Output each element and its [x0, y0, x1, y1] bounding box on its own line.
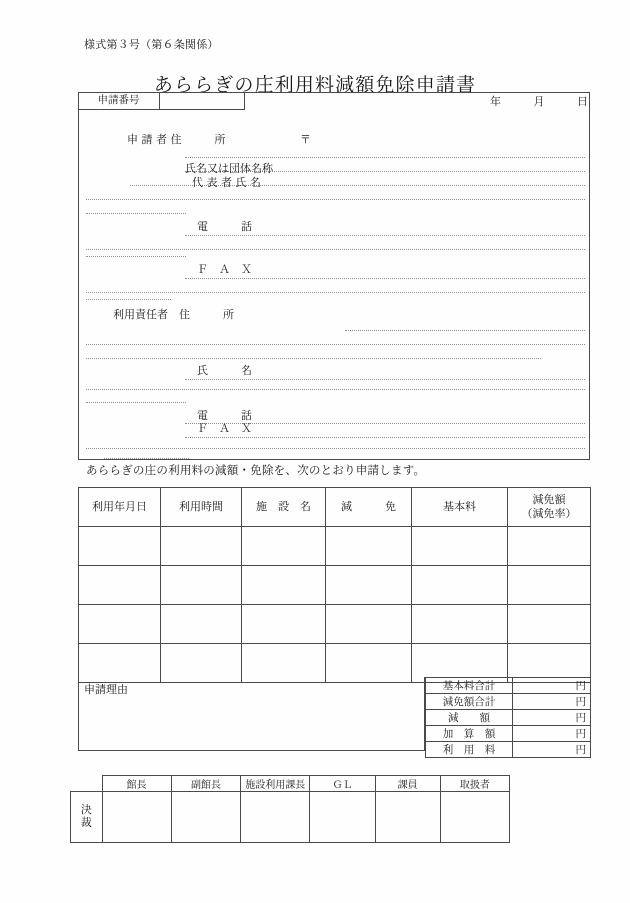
- responsible-fax-rule[interactable]: [185, 437, 585, 438]
- date-month-label: 月: [533, 95, 545, 108]
- cell-use-date[interactable]: [79, 605, 161, 644]
- totals-unit-base-fee-sum: 円: [575, 680, 586, 692]
- cell-reduction-amount[interactable]: [508, 566, 591, 605]
- totals-row-additional-amount: [426, 726, 591, 742]
- approval-corner-blank: [71, 776, 103, 792]
- applicant-address-label: 申 請 者 住 所: [127, 133, 226, 146]
- approval-stamp-char-2: 裁: [80, 816, 92, 829]
- responsible-name-rule[interactable]: [185, 379, 585, 380]
- totals-label-usage-fee: 利 用 料: [426, 742, 513, 758]
- totals-label-base-fee-sum: 基本料合計: [426, 678, 513, 694]
- col-header-reduction-amount-label: 減免額: [532, 493, 566, 507]
- totals-label-additional-amount: 加 算 額: [426, 726, 513, 742]
- approval-col-deputy-director: 副館長: [171, 776, 240, 792]
- cell-use-time[interactable]: [161, 566, 242, 605]
- applicant-fax-rule-2[interactable]: [86, 292, 585, 293]
- table-row: [79, 527, 591, 566]
- applicant-tel-rule-2[interactable]: [86, 249, 585, 250]
- approval-sign-gl[interactable]: [310, 792, 375, 843]
- col-header-facility-label: 施 設 名: [256, 500, 311, 514]
- col-header-reduction-label: 減 免: [341, 500, 396, 514]
- responsible-lead-rule: [86, 299, 171, 300]
- approval-sign-facility-section-chief[interactable]: [241, 792, 310, 843]
- cell-use-date[interactable]: [79, 566, 161, 605]
- responsible-rule-bottom[interactable]: [86, 448, 585, 449]
- approval-col-handler: 取扱者: [440, 776, 509, 792]
- applicant-tel-lead-rule: [86, 213, 186, 214]
- cell-use-time[interactable]: [161, 605, 242, 644]
- totals-value-reduction-sum[interactable]: [513, 694, 591, 710]
- applicant-address-rule-1[interactable]: [185, 157, 585, 158]
- cell-reduction[interactable]: [326, 605, 412, 644]
- totals-table: [425, 677, 591, 758]
- approval-col-staff: 課員: [375, 776, 440, 792]
- cell-facility[interactable]: [242, 527, 326, 566]
- applicant-address-rule-4[interactable]: [86, 199, 585, 200]
- cell-base-fee[interactable]: [412, 566, 508, 605]
- approval-sign-staff[interactable]: [375, 792, 440, 843]
- totals-row-reduced-amount: [426, 710, 591, 726]
- responsible-address-label: 利用責任者 住 所: [113, 308, 234, 321]
- responsible-address-rule-2[interactable]: [86, 344, 585, 345]
- approval-stamp-char-1: 決: [80, 803, 92, 817]
- totals-value-additional-amount[interactable]: [513, 726, 591, 742]
- col-header-base-fee-label: 基本料: [443, 500, 476, 514]
- applicant-fax-lead-rule: [86, 256, 186, 257]
- cell-use-date[interactable]: [79, 527, 161, 566]
- totals-row-base-fee-sum: [426, 678, 591, 694]
- date-year-label: 年: [490, 95, 501, 108]
- col-header-use-time: [161, 488, 242, 527]
- responsible-address-rule-1[interactable]: [345, 330, 585, 331]
- col-header-base-fee: [412, 488, 508, 527]
- totals-label-reduced-amount: 減 額: [426, 710, 513, 726]
- approval-col-director: 館長: [102, 776, 171, 792]
- cell-facility[interactable]: [242, 605, 326, 644]
- responsible-tel-label: 電 話: [197, 409, 252, 422]
- approval-col-gl: ＧＬ: [310, 776, 375, 792]
- col-header-use-date-label: 利用年月日: [92, 500, 147, 514]
- totals-unit-additional-amount: 円: [575, 728, 586, 740]
- approval-stamp-label: [71, 792, 103, 843]
- col-header-reduction-amount: [508, 488, 591, 527]
- cell-facility[interactable]: [242, 566, 326, 605]
- table-row: [79, 605, 591, 644]
- responsible-rule-sep[interactable]: [86, 389, 585, 390]
- totals-row-reduction-sum: [426, 694, 591, 710]
- approval-table: [70, 775, 510, 843]
- statement-text: あららぎの庄の利用料の減額・免除を、次のとおり申請します。: [86, 463, 426, 477]
- totals-unit-reduced-amount: 円: [575, 712, 586, 724]
- applicant-fax-rule[interactable]: [185, 278, 585, 279]
- col-header-use-time-label: 利用時間: [179, 500, 223, 514]
- usage-table-header-row: [79, 488, 591, 527]
- postal-mark-icon: 〒: [300, 133, 311, 146]
- cell-reduction-amount[interactable]: [508, 527, 591, 566]
- cell-reduction[interactable]: [326, 566, 412, 605]
- cell-reduction[interactable]: [326, 527, 412, 566]
- application-number-label: 申請番号: [78, 92, 160, 110]
- responsible-address-rule-3[interactable]: [86, 358, 541, 359]
- table-row: [79, 566, 591, 605]
- totals-unit-usage-fee: 円: [575, 744, 586, 756]
- approval-sign-deputy-director[interactable]: [171, 792, 240, 843]
- totals-value-usage-fee[interactable]: [513, 742, 591, 758]
- responsible-tel-lead-rule: [86, 402, 186, 403]
- cell-base-fee[interactable]: [412, 605, 508, 644]
- applicant-representative-label: 代 表 者 氏 名: [192, 176, 261, 189]
- reason-label: 申請理由: [84, 683, 128, 696]
- responsible-name-label: 氏 名: [197, 364, 252, 377]
- approval-signature-row: [71, 792, 510, 843]
- approval-col-facility-section-chief: 施設利用課長: [241, 776, 310, 792]
- date-line: [490, 93, 588, 109]
- applicant-name-label: 氏名又は団体名称: [185, 162, 273, 175]
- col-header-reduction-rate-label: （減免率）: [521, 507, 577, 520]
- cell-use-time[interactable]: [161, 527, 242, 566]
- totals-label-reduction-sum: 減免額合計: [426, 694, 513, 710]
- applicant-frame: [78, 92, 590, 460]
- totals-value-reduced-amount[interactable]: [513, 710, 591, 726]
- form-number: 様式第３号（第６条関係）: [84, 38, 219, 51]
- application-number-field[interactable]: [160, 92, 245, 110]
- statement-lead-rule: [104, 458, 189, 459]
- totals-row-usage-fee: [426, 742, 591, 758]
- cell-reduction-amount[interactable]: [508, 605, 591, 644]
- col-header-facility: [242, 488, 326, 527]
- approval-sign-handler[interactable]: [440, 792, 509, 843]
- page-title: あららぎの庄利用料減額免除申請書: [153, 74, 477, 96]
- approval-header-row: [71, 776, 510, 792]
- totals-unit-reduction-sum: 円: [575, 696, 586, 708]
- applicant-tel-label: 電 話: [197, 220, 252, 233]
- date-day-label: 日: [577, 95, 588, 108]
- col-header-reduction: [326, 488, 412, 527]
- applicant-fax-label: Ｆ Ａ Ｘ: [197, 263, 252, 276]
- col-header-use-date: [79, 488, 161, 527]
- responsible-fax-label: Ｆ Ａ Ｘ: [197, 422, 252, 435]
- usage-table: [78, 487, 591, 683]
- applicant-tel-rule[interactable]: [185, 235, 585, 236]
- reason-field[interactable]: [78, 677, 425, 751]
- cell-base-fee[interactable]: [412, 527, 508, 566]
- approval-sign-director[interactable]: [102, 792, 171, 843]
- totals-value-base-fee-sum[interactable]: [513, 678, 591, 694]
